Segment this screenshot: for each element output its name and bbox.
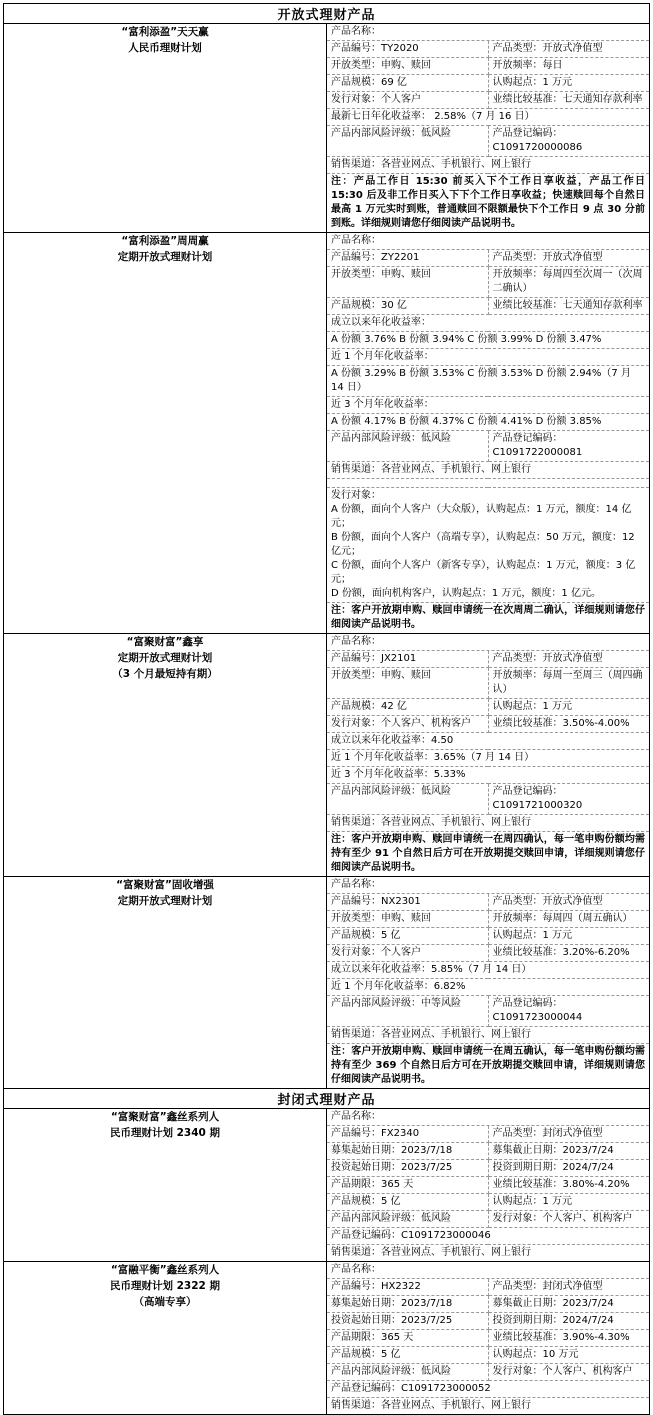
- min-amount-label: 认购起点：: [492, 930, 543, 941]
- yield-cell: [327, 315, 649, 332]
- invest-start-label: 投资起始日期：: [331, 1315, 401, 1326]
- product-detail-cell: [327, 233, 650, 634]
- product-name-line: “富利添盈”天天赢: [121, 26, 209, 38]
- product-code-cell: [327, 250, 488, 267]
- target-cell: [327, 945, 488, 962]
- scale-value: 69 亿: [381, 77, 407, 88]
- benchmark-cell: [488, 92, 649, 109]
- product-type-value: 开放式净值型: [542, 252, 603, 263]
- product-name-label: 产品名称：: [327, 1262, 649, 1279]
- product-code-cell: [327, 1279, 488, 1296]
- yield-value: A 份额 4.17% B 份额 4.37% C 份额 4.41% D 份额 3.85%: [331, 416, 602, 427]
- channel-cell: [327, 815, 649, 832]
- open-freq-value: 每周四至次周一（次周二确认）: [492, 269, 643, 294]
- risk-cell: [327, 431, 488, 462]
- min-amount-cell: [488, 75, 649, 92]
- scale-cell: [327, 298, 488, 315]
- yield-cell: [327, 414, 649, 431]
- open-type-value: 申购、赎回: [381, 269, 431, 280]
- channel-label: 销售渠道：: [331, 1029, 381, 1040]
- product-row: [4, 634, 650, 877]
- invest-start-value: 2023/7/25: [401, 1315, 453, 1326]
- term-label: 产品期限：: [331, 1179, 381, 1190]
- products-table: [3, 3, 650, 1415]
- target-label: 发行对象：: [492, 1366, 543, 1377]
- invest-start-cell: [327, 1160, 488, 1177]
- channel-value: 各营业网点、手机银行、网上银行: [381, 817, 531, 828]
- product-type-label: 产品类型：: [492, 653, 543, 664]
- open-freq-label: 开放频率：: [492, 269, 543, 280]
- risk-cell: [327, 1364, 488, 1381]
- open-freq-cell: [488, 267, 649, 298]
- product-code-label: 产品编号：: [331, 653, 381, 664]
- product-detail-cell: [327, 1262, 650, 1415]
- product-name-line: “富聚财富”鑫丝系列人: [110, 1111, 220, 1123]
- yield-value: 4.50: [431, 735, 454, 746]
- risk-value: 低风险: [421, 1366, 451, 1377]
- reg-code-value: C1091723000046: [401, 1230, 491, 1241]
- raise-end-label: 募集截止日期：: [492, 1145, 563, 1156]
- risk-label: 产品内部风险评级：: [331, 998, 421, 1009]
- product-name-cell: [4, 1109, 327, 1262]
- yield-cell: [327, 397, 649, 414]
- risk-value: 中等风险: [421, 998, 461, 1009]
- reg-code-cell: [488, 996, 649, 1027]
- open-freq-label: 开放频率：: [492, 60, 543, 71]
- term-value: 365 天: [381, 1332, 414, 1343]
- product-type-value: 开放式净值型: [542, 653, 603, 664]
- raise-end-value: 2023/7/24: [562, 1145, 614, 1156]
- reg-code-label: 产品登记编码：: [492, 786, 563, 797]
- target-block-line: C 份额，面向个人客户（新客专享），认购起点：1 万元，额度：3 亿元；: [331, 560, 636, 585]
- risk-label: 产品内部风险评级：: [331, 128, 421, 139]
- open-type-value: 申购、赎回: [381, 670, 431, 681]
- product-code-label: 产品编号：: [331, 1281, 381, 1292]
- reg-code-cell: [327, 1381, 649, 1398]
- target-block-line: D 份额，面向机构客户，认购起点：1 万元，额度：1 亿元。: [331, 588, 601, 599]
- product-code-value: JX2101: [381, 653, 417, 664]
- product-name-line: “富聚财富”鑫享: [126, 636, 204, 648]
- product-type-label: 产品类型：: [492, 252, 543, 263]
- channel-value: 各营业网点、手机银行、网上银行: [381, 159, 531, 170]
- min-amount-value: 1 万元: [542, 1196, 573, 1207]
- yield-cell: [327, 349, 649, 366]
- min-amount-label: 认购起点：: [492, 1349, 543, 1360]
- yield-label: 近 3 个月年化收益率：: [331, 399, 434, 410]
- product-note: 注：客户开放期申购、赎回申请统一在周五确认，每一笔申购份额均需持有至少 369 个自然日后方可在开放期提交赎回申请，详细规则请您仔细阅读产品说明书。: [331, 1046, 645, 1085]
- scale-cell: [327, 699, 488, 716]
- scale-cell: [327, 75, 488, 92]
- open-freq-cell: [488, 911, 649, 928]
- term-label: 产品期限：: [331, 1332, 381, 1343]
- open-freq-cell: [488, 668, 649, 699]
- channel-cell: [327, 1027, 649, 1044]
- product-name-cell: [4, 877, 327, 1089]
- product-code-label: 产品编号：: [331, 1128, 381, 1139]
- product-detail-cell: [327, 24, 650, 233]
- scale-cell: [327, 1194, 488, 1211]
- target-value: 个人客户: [381, 94, 421, 105]
- min-amount-value: 1 万元: [542, 77, 573, 88]
- product-note: 注：客户开放期申购、赎回申请统一在周四确认，每一笔申购份额均需持有至少 91 个自然日后方可在开放期提交赎回申请，详细规则请您仔细阅读产品说明书。: [331, 834, 645, 873]
- yield-label: 近 1 个月年化收益率：: [331, 752, 434, 763]
- product-note: 注：客户开放期申购、赎回申请统一在次周周二确认，详细规则请您仔细阅读产品说明书。: [331, 605, 645, 630]
- channel-cell: [327, 462, 649, 479]
- product-code-cell: [327, 41, 488, 58]
- risk-value: 低风险: [421, 786, 451, 797]
- product-type-label: 产品类型：: [492, 1128, 543, 1139]
- invest-end-value: 2024/7/24: [562, 1162, 614, 1173]
- channel-cell: [327, 1398, 649, 1415]
- benchmark-cell: [488, 298, 649, 315]
- reg-code-label: 产品登记编码：: [492, 433, 563, 444]
- open-type-cell: [327, 267, 488, 298]
- product-name-line: （高端专享）: [133, 1296, 197, 1308]
- benchmark-value: 七天通知存款利率: [562, 300, 643, 311]
- yield-cell: [327, 109, 649, 126]
- risk-label: 产品内部风险评级：: [331, 1366, 421, 1377]
- yield-cell: [327, 332, 649, 349]
- open-type-value: 申购、赎回: [381, 913, 431, 924]
- reg-code-value: C1091722000081: [492, 447, 583, 458]
- yield-label: 成立以来年化收益率：: [331, 964, 431, 975]
- product-name-line: （3 个月最短持有期）: [112, 668, 218, 680]
- product-code-value: TY2020: [381, 43, 419, 54]
- yield-cell: [327, 979, 649, 996]
- open-type-label: 开放类型：: [331, 269, 381, 280]
- target-value: 个人客户、机构客户: [542, 1366, 633, 1377]
- open-type-label: 开放类型：: [331, 913, 381, 924]
- reg-code-label: 产品登记编码：: [331, 1383, 401, 1394]
- scale-label: 产品规模：: [331, 701, 381, 712]
- product-code-value: FX2340: [381, 1128, 420, 1139]
- scale-value: 5 亿: [381, 1349, 401, 1360]
- product-name-line: “富利添盈”周周赢: [121, 235, 209, 247]
- product-name-cell: [4, 634, 327, 877]
- reg-code-cell: [488, 126, 649, 157]
- product-type-value: 封闭式净值型: [542, 1128, 603, 1139]
- open-freq-label: 开放频率：: [492, 670, 543, 681]
- target-block-cell: [327, 488, 649, 603]
- product-name-label: 产品名称：: [327, 24, 649, 41]
- reg-code-cell: [488, 431, 649, 462]
- open-type-cell: [327, 911, 488, 928]
- product-code-label: 产品编号：: [331, 252, 381, 263]
- channel-label: 销售渠道：: [331, 1400, 381, 1411]
- yield-cell: [327, 767, 649, 784]
- product-type-value: 开放式净值型: [542, 896, 603, 907]
- product-code-cell: [327, 1126, 488, 1143]
- raise-end-label: 募集截止日期：: [492, 1298, 563, 1309]
- benchmark-value: 3.50%-4.00%: [562, 718, 630, 729]
- yield-label: 近 3 个月年化收益率：: [331, 769, 434, 780]
- product-detail-cell: [327, 634, 650, 877]
- risk-cell: [327, 126, 488, 157]
- channel-label: 销售渠道：: [331, 817, 381, 828]
- channel-value: 各营业网点、手机银行、网上银行: [381, 464, 531, 475]
- benchmark-label: 业绩比较基准：: [492, 1332, 563, 1343]
- scale-label: 产品规模：: [331, 77, 381, 88]
- product-code-value: NX2301: [381, 896, 421, 907]
- target-value: 个人客户、机构客户: [381, 718, 471, 729]
- product-name-line: “富聚财富”固收增强: [116, 879, 214, 891]
- yield-value: 3.65%（7 月 14 日）: [433, 752, 535, 763]
- product-detail-cell: [327, 877, 650, 1089]
- product-type-label: 产品类型：: [492, 896, 543, 907]
- invest-end-label: 投资到期日期：: [492, 1162, 563, 1173]
- reg-code-value: C1091720000086: [492, 142, 583, 153]
- target-cell: [488, 1211, 649, 1228]
- product-name-label: 产品名称：: [327, 877, 649, 894]
- product-code-label: 产品编号：: [331, 896, 381, 907]
- product-name-line: 定期开放式理财计划: [117, 652, 213, 664]
- invest-end-cell: [488, 1313, 649, 1330]
- product-code-value: HX2322: [381, 1281, 421, 1292]
- product-row: [4, 1109, 650, 1262]
- benchmark-value: 3.20%-6.20%: [562, 947, 630, 958]
- invest-start-cell: [327, 1313, 488, 1330]
- raise-end-cell: [488, 1296, 649, 1313]
- channel-label: 销售渠道：: [331, 159, 381, 170]
- target-value: 个人客户: [381, 947, 421, 958]
- scale-label: 产品规模：: [331, 930, 381, 941]
- product-name-line: 民币理财计划 2340 期: [109, 1127, 221, 1139]
- target-block-line: 发行对象：: [331, 490, 381, 501]
- open-freq-value: 每日: [542, 60, 563, 71]
- open-type-label: 开放类型：: [331, 60, 381, 71]
- product-type-cell: [488, 651, 649, 668]
- raise-start-label: 募集起始日期：: [331, 1145, 401, 1156]
- open-freq-cell: [488, 58, 649, 75]
- risk-label: 产品内部风险评级：: [331, 786, 421, 797]
- product-type-cell: [488, 1126, 649, 1143]
- product-row: [4, 1262, 650, 1415]
- invest-start-label: 投资起始日期：: [331, 1162, 401, 1173]
- open-freq-value: 每周一至周三（周四确认）: [492, 670, 643, 695]
- yield-value: A 份额 3.29% B 份额 3.53% C 份额 3.53% D 份额 2.94%（7 月 14 日）: [331, 368, 631, 393]
- product-code-value: ZY2201: [381, 252, 420, 263]
- product-type-cell: [488, 41, 649, 58]
- benchmark-value: 3.80%-4.20%: [562, 1179, 630, 1190]
- yield-cell: [327, 366, 649, 397]
- benchmark-cell: [488, 945, 649, 962]
- product-row: [4, 877, 650, 1089]
- benchmark-label: 业绩比较基准：: [492, 947, 563, 958]
- risk-value: 低风险: [421, 433, 451, 444]
- raise-start-value: 2023/7/18: [401, 1298, 453, 1309]
- channel-label: 销售渠道：: [331, 1247, 381, 1258]
- product-name-label: 产品名称：: [327, 233, 649, 250]
- scale-cell: [327, 928, 488, 945]
- min-amount-cell: [488, 1194, 649, 1211]
- spacer-cell: [327, 479, 649, 488]
- reg-code-label: 产品登记编码：: [331, 1230, 401, 1241]
- min-amount-label: 认购起点：: [492, 77, 543, 88]
- benchmark-cell: [488, 716, 649, 733]
- scale-value: 30 亿: [381, 300, 407, 311]
- invest-end-value: 2024/7/24: [562, 1315, 614, 1326]
- reg-code-label: 产品登记编码：: [492, 128, 563, 139]
- open-freq-value: 每周四（周五确认）: [542, 913, 633, 924]
- benchmark-cell: [488, 1330, 649, 1347]
- section-header-row: [4, 1089, 650, 1109]
- yield-value: 2.58%（7 月 16 日）: [434, 111, 535, 122]
- product-name-cell: [4, 1262, 327, 1415]
- reg-code-label: 产品登记编码：: [492, 998, 563, 1009]
- open-type-label: 开放类型：: [331, 670, 381, 681]
- benchmark-label: 业绩比较基准：: [492, 94, 563, 105]
- channel-cell: [327, 157, 649, 174]
- scale-label: 产品规模：: [331, 1196, 381, 1207]
- risk-cell: [327, 1211, 488, 1228]
- min-amount-cell: [488, 928, 649, 945]
- yield-value: 6.82%: [433, 981, 466, 992]
- product-code-cell: [327, 894, 488, 911]
- channel-label: 销售渠道：: [331, 464, 381, 475]
- min-amount-cell: [488, 699, 649, 716]
- target-value: 个人客户、机构客户: [542, 1213, 633, 1224]
- product-type-cell: [488, 1279, 649, 1296]
- channel-value: 各营业网点、手机银行、网上银行: [381, 1400, 531, 1411]
- section-title-closed: 封闭式理财产品: [4, 1089, 650, 1109]
- min-amount-label: 认购起点：: [492, 701, 543, 712]
- scale-cell: [327, 1347, 488, 1364]
- channel-value: 各营业网点、手机银行、网上银行: [381, 1247, 531, 1258]
- target-label: 发行对象：: [331, 947, 381, 958]
- reg-code-cell: [327, 1228, 649, 1245]
- open-type-cell: [327, 668, 488, 699]
- product-name-line: “富融平衡”鑫丝系列人: [110, 1264, 220, 1276]
- min-amount-value: 10 万元: [542, 1349, 579, 1360]
- raise-start-value: 2023/7/18: [401, 1145, 453, 1156]
- product-name-line: 定期开放式理财计划: [117, 895, 213, 907]
- yield-value: 5.33%: [433, 769, 466, 780]
- min-amount-value: 1 万元: [542, 701, 573, 712]
- yield-label: 成立以来年化收益率：: [331, 317, 431, 328]
- yield-value: 5.85%（7 月 14 日）: [431, 964, 532, 975]
- yield-label: 最新七日年化收益率：: [331, 111, 431, 122]
- term-cell: [327, 1330, 488, 1347]
- target-label: 发行对象：: [331, 718, 381, 729]
- product-code-cell: [327, 651, 488, 668]
- yield-label: 成立以来年化收益率：: [331, 735, 431, 746]
- raise-start-cell: [327, 1296, 488, 1313]
- benchmark-value: 七天通知存款利率: [562, 94, 643, 105]
- scale-value: 5 亿: [381, 1196, 401, 1207]
- product-type-cell: [488, 894, 649, 911]
- target-block-line: A 份额，面向个人客户（大众版），认购起点：1 万元，额度：14 亿元；: [331, 504, 632, 529]
- scale-value: 5 亿: [381, 930, 401, 941]
- risk-cell: [327, 784, 488, 815]
- benchmark-cell: [488, 1177, 649, 1194]
- product-row: [4, 24, 650, 233]
- term-value: 365 天: [381, 1179, 414, 1190]
- product-type-value: 封闭式净值型: [542, 1281, 603, 1292]
- target-cell: [327, 92, 488, 109]
- benchmark-label: 业绩比较基准：: [492, 300, 563, 311]
- product-type-label: 产品类型：: [492, 43, 543, 54]
- invest-end-label: 投资到期日期：: [492, 1315, 563, 1326]
- yield-cell: [327, 750, 649, 767]
- target-cell: [327, 716, 488, 733]
- product-name-line: 民币理财计划 2322 期: [109, 1280, 221, 1292]
- product-row: [4, 233, 650, 634]
- product-name-label: 产品名称：: [327, 1109, 649, 1126]
- min-amount-label: 认购起点：: [492, 1196, 543, 1207]
- product-detail-cell: [327, 1109, 650, 1262]
- open-type-cell: [327, 58, 488, 75]
- invest-end-cell: [488, 1160, 649, 1177]
- term-cell: [327, 1177, 488, 1194]
- product-type-label: 产品类型：: [492, 1281, 543, 1292]
- reg-code-value: C1091723000044: [492, 1012, 583, 1023]
- invest-start-value: 2023/7/25: [401, 1162, 453, 1173]
- min-amount-value: 1 万元: [542, 930, 573, 941]
- risk-label: 产品内部风险评级：: [331, 433, 421, 444]
- min-amount-cell: [488, 1347, 649, 1364]
- raise-start-label: 募集起始日期：: [331, 1298, 401, 1309]
- raise-start-cell: [327, 1143, 488, 1160]
- product-name-line: 定期开放式理财计划: [117, 251, 213, 263]
- scale-label: 产品规模：: [331, 1349, 381, 1360]
- target-label: 发行对象：: [331, 94, 381, 105]
- product-type-value: 开放式净值型: [542, 43, 603, 54]
- product-name-cell: [4, 24, 327, 233]
- yield-value: A 份额 3.76% B 份额 3.94% C 份额 3.99% D 份额 3.47%: [331, 334, 602, 345]
- raise-end-value: 2023/7/24: [562, 1298, 614, 1309]
- benchmark-value: 3.90%-4.30%: [562, 1332, 630, 1343]
- product-name-cell: [4, 233, 327, 634]
- risk-value: 低风险: [421, 1213, 451, 1224]
- benchmark-label: 业绩比较基准：: [492, 718, 563, 729]
- target-cell: [488, 1364, 649, 1381]
- reg-code-value: C1091721000320: [492, 800, 583, 811]
- scale-label: 产品规模：: [331, 300, 381, 311]
- risk-label: 产品内部风险评级：: [331, 1213, 421, 1224]
- reg-code-cell: [488, 784, 649, 815]
- section-header-row: [4, 4, 650, 24]
- channel-value: 各营业网点、手机银行、网上银行: [381, 1029, 531, 1040]
- target-block-line: B 份额，面向个人客户（高端专享），认购起点：50 万元，额度：12 亿元；: [331, 532, 635, 557]
- product-type-cell: [488, 250, 649, 267]
- reg-code-value: C1091723000052: [401, 1383, 491, 1394]
- yield-label: 近 1 个月年化收益率：: [331, 351, 434, 362]
- channel-cell: [327, 1245, 649, 1262]
- product-name-line: 人民币理财计划: [128, 42, 202, 54]
- yield-cell: [327, 962, 649, 979]
- risk-cell: [327, 996, 488, 1027]
- open-type-value: 申购、赎回: [381, 60, 431, 71]
- product-code-label: 产品编号：: [331, 43, 381, 54]
- target-label: 发行对象：: [492, 1213, 543, 1224]
- scale-value: 42 亿: [381, 701, 407, 712]
- product-note: 注：产品工作日 15:30 前买入下个工作日享收益，产品工作日 15:30 后及非工作日买入下下个工作日享收益；快速赎回每个自然日最高 1 万元实时到账，普通赎回不限额最快下个工作日 9 点 30 分前到账。详细规则请您仔细阅读产品说明书。: [331, 176, 645, 229]
- benchmark-label: 业绩比较基准：: [492, 1179, 563, 1190]
- product-name-label: 产品名称：: [327, 634, 649, 651]
- risk-value: 低风险: [421, 128, 451, 139]
- section-title-open: 开放式理财产品: [4, 4, 650, 24]
- raise-end-cell: [488, 1143, 649, 1160]
- open-freq-label: 开放频率：: [492, 913, 543, 924]
- yield-label: 近 1 个月年化收益率：: [331, 981, 434, 992]
- yield-cell: [327, 733, 649, 750]
